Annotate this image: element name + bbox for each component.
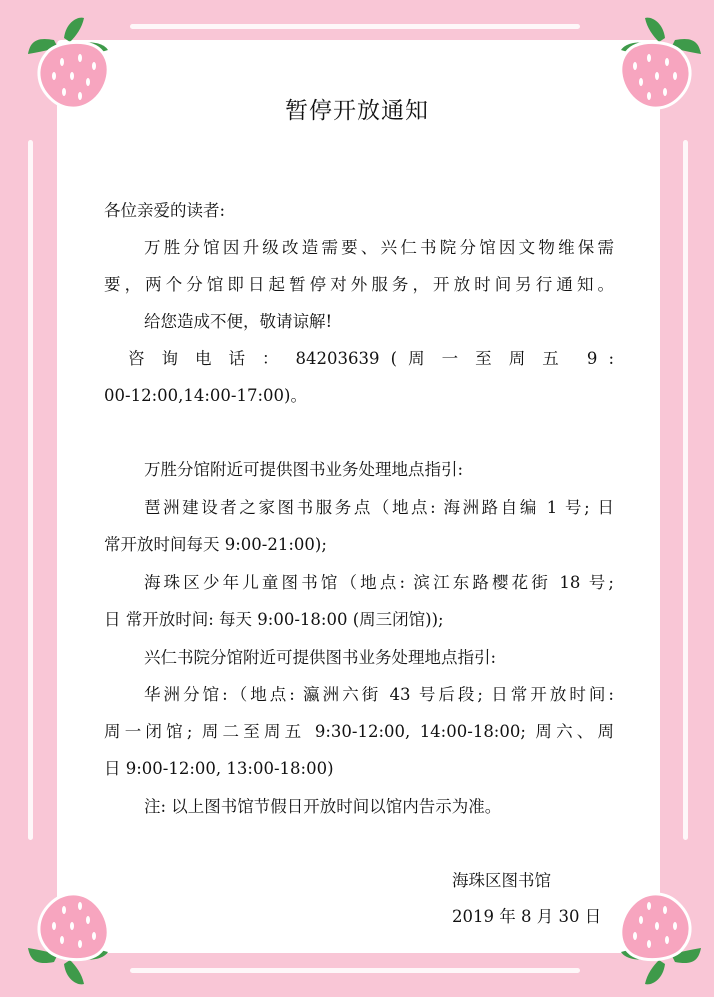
- strawberry-icon: [24, 888, 124, 988]
- location-1-line-2: 常开放时间每天 9:00-21:00);: [104, 535, 327, 554]
- location-2-line-1: 海珠区少年儿童图书馆（地点: 滨江东路樱花街 18 号;: [144, 573, 614, 592]
- greeting: 各位亲爱的读者:: [104, 201, 226, 220]
- top-dash-decoration: [130, 24, 580, 29]
- notice-date: 2019 年 8 月 30 日: [452, 907, 602, 926]
- section-2-heading: 兴仁书院分馆附近可提供图书业务处理地点指引:: [144, 648, 497, 667]
- strawberry-icon: [605, 888, 705, 988]
- location-3-line-3: 日 9:00-12:00, 13:00-18:00): [104, 759, 334, 778]
- notice-title: 暂停开放通知: [285, 98, 429, 124]
- location-1-line-1: 琶洲建设者之家图书服务点（地点: 海洲路自编 1 号; 日: [144, 498, 614, 517]
- signature: 海珠区图书馆: [452, 871, 551, 890]
- location-3-line-2: 周一闭馆; 周二至周五 9:30-12:00, 14:00-18:00; 周六、周: [104, 722, 614, 741]
- right-dash-decoration: [683, 140, 688, 840]
- paragraph-1-line-1: 万胜分馆因升级改造需要、兴仁书院分馆因文物维保需: [144, 238, 614, 257]
- phone-line-1: 咨 询 电 话 ： 84203639 ( 周 一 至 周 五 9 :: [128, 349, 614, 368]
- section-1-heading: 万胜分馆附近可提供图书业务处理地点指引:: [144, 460, 464, 479]
- footnote: 注: 以上图书馆节假日开放时间以馆内告示为准。: [144, 797, 502, 816]
- phone-line-2: 00-12:00,14:00-17:00)。: [104, 386, 307, 405]
- paragraph-1-line-2: 要，两个分馆即日起暂停对外服务，开放时间另行通知。: [104, 275, 614, 294]
- apology-text: 给您造成不便，敬请谅解!: [144, 312, 333, 331]
- location-2-line-2: 日 常开放时间: 每天 9:00-18:00 (周三闭馆));: [104, 610, 444, 629]
- location-3-line-1: 华洲分馆:（地点: 瀛洲六街 43 号后段; 日常开放时间:: [144, 685, 614, 704]
- bottom-dash-decoration: [130, 968, 580, 973]
- left-dash-decoration: [28, 140, 33, 840]
